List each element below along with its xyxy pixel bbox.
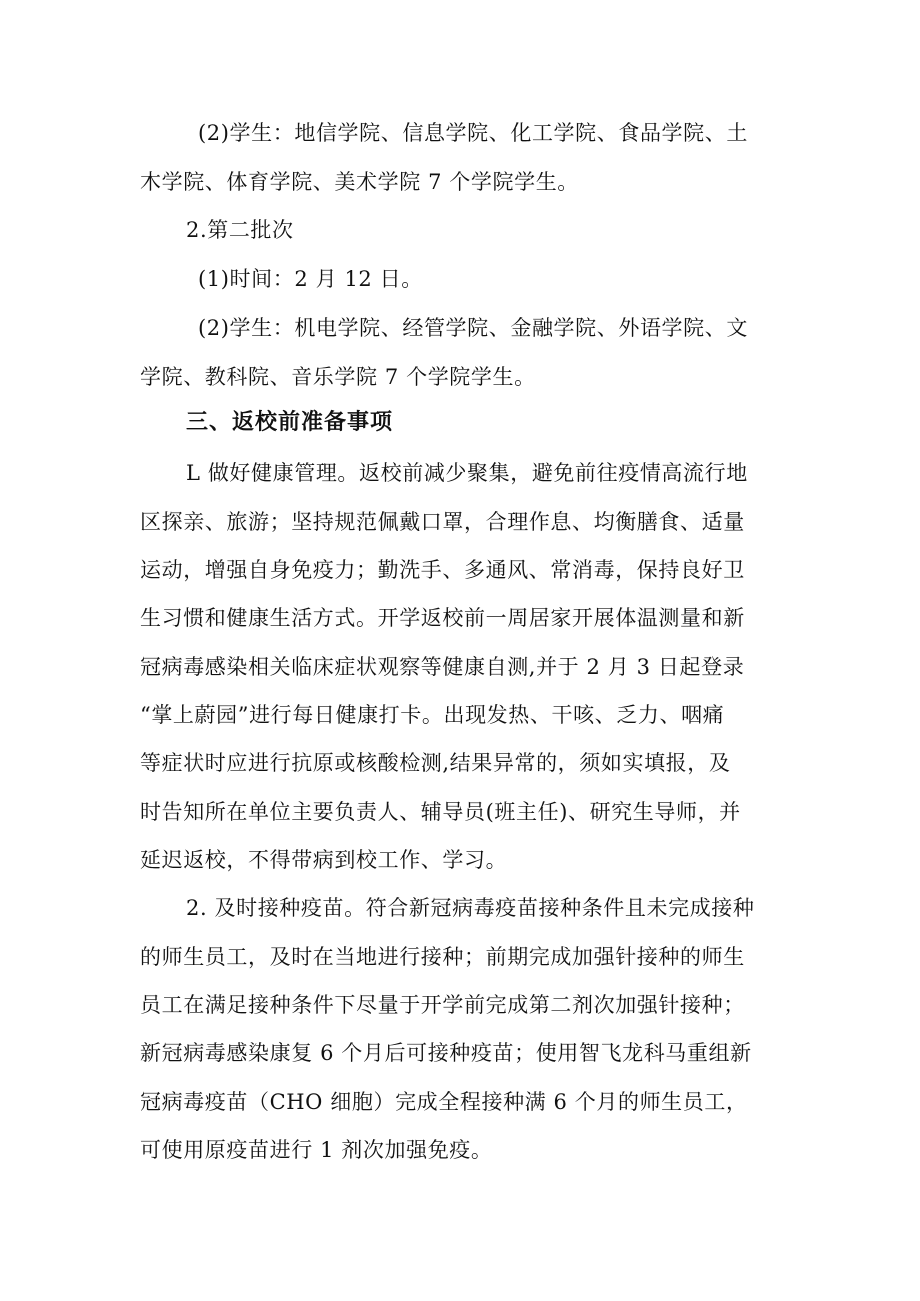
paragraph-health-line7: 等症状时应进行抗原或核酸检测,结果异常的，须如实填报，及 [140, 751, 731, 775]
paragraph-vaccine-line5: 冠病毒疫苗（CHO 细胞）完成全程接种满 6 个月的师生员工， [140, 1090, 748, 1114]
paragraph-health-line2: 区探亲、旅游；坚持规范佩戴口罩，合理作息、均衡膳食、适量 [140, 510, 745, 534]
paragraph-vaccine-line4: 新冠病毒感染康复 6 个月后可接种疫苗；使用智飞龙科马重组新 [140, 1041, 752, 1065]
paragraph-health-line9: 延迟返校，不得带病到校工作、学习。 [140, 848, 508, 872]
subheading-second-batch: 2.第二批次 [186, 218, 294, 242]
paragraph-batch1-students-line1: (2)学生：地信学院、信息学院、化工学院、食品学院、土 [198, 121, 748, 145]
paragraph-health-line5: 冠病毒感染相关临床症状观察等健康自测,并于 2 月 3 日起登录 [140, 655, 745, 679]
paragraph-batch2-time: (1)时间：2 月 12 日。 [198, 267, 423, 291]
paragraph-health-line6: “掌上蔚园”进行每日健康打卡。出现发热、干咳、乏力、咽痛 [140, 703, 725, 727]
section-heading-preparation: 三、返校前准备事项 [186, 410, 394, 435]
paragraph-vaccine-line3: 员工在满足接种条件下尽量于开学前完成第二剂次加强针接种； [140, 993, 745, 1017]
paragraph-vaccine-line2: 的师生员工，及时在当地进行接种；前期完成加强针接种的师生 [140, 945, 745, 969]
paragraph-health-line1: L 做好健康管理。返校前减少聚集，避免前往疫情高流行地 [186, 461, 748, 485]
paragraph-health-line8: 时告知所在单位主要负责人、辅导员(班主任)、研究生导师，并 [140, 800, 741, 824]
paragraph-health-line3: 运动，增强自身免疫力；勤洗手、多通风、常消毒，保持良好卫 [140, 558, 745, 582]
paragraph-batch2-students-line1: (2)学生：机电学院、经管学院、金融学院、外语学院、文 [198, 316, 748, 340]
paragraph-batch2-students-line2: 学院、教科院、音乐学院 7 个学院学生。 [140, 365, 536, 389]
paragraph-vaccine-line6: 可使用原疫苗进行 1 剂次加强免疫。 [140, 1138, 493, 1162]
paragraph-vaccine-line1: 2. 及时接种疫苗。符合新冠病毒疫苗接种条件且未完成接种 [186, 896, 755, 920]
paragraph-batch1-students-line2: 木学院、体育学院、美术学院 7 个学院学生。 [140, 170, 579, 194]
paragraph-health-line4: 生习惯和健康生活方式。开学返校前一周居家开展体温测量和新 [140, 606, 745, 630]
